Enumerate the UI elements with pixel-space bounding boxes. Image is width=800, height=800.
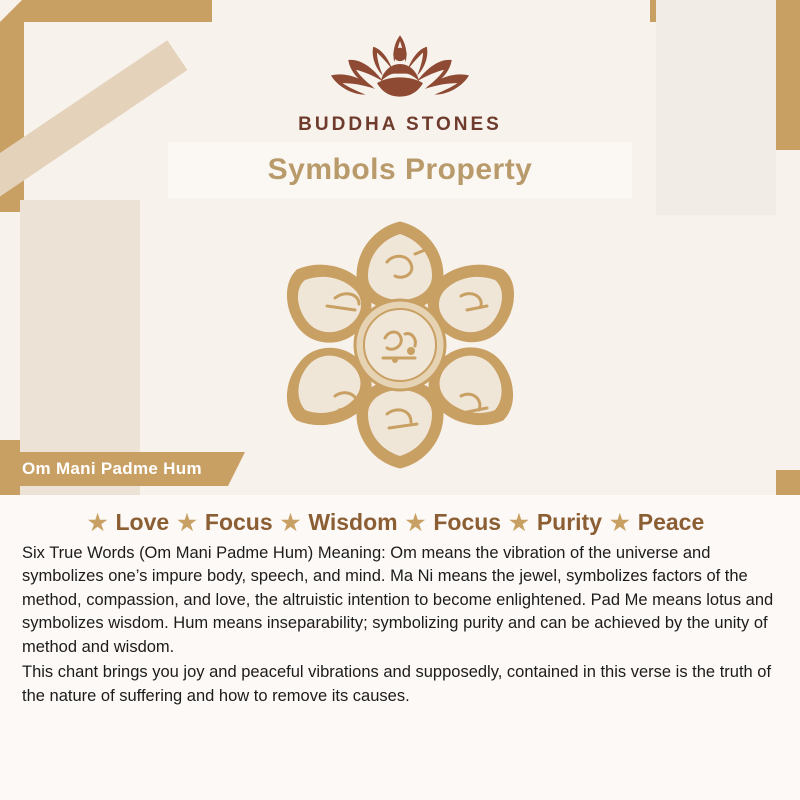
star-icon: ★ — [610, 509, 630, 535]
star-icon: ★ — [405, 509, 426, 535]
keyword-purity: Purity — [536, 509, 602, 535]
keyword-focus-2: Focus — [433, 509, 502, 535]
description-text — [22, 542, 778, 708]
brand-name: BUDDHA STONES — [298, 114, 502, 135]
page-title-text: Symbols Property — [267, 153, 533, 186]
description-panel — [0, 495, 800, 800]
keyword-focus-1: Focus — [204, 509, 273, 535]
lotus-meditation-figure-icon — [310, 18, 490, 110]
star-icon: ★ — [87, 509, 108, 535]
keyword-wisdom: Wisdom — [308, 509, 398, 535]
star-icon: ★ — [509, 509, 529, 535]
star-icon: ★ — [280, 509, 301, 535]
mandala-illustration — [0, 210, 800, 480]
page-title — [168, 142, 632, 198]
brand-logo — [0, 18, 800, 136]
description-paragraph-1: Six True Words (Om Mani Padme Hum) Meaning: Om means the vibration of the universe and symbolizes one’s impure body, speech, and mind. Ma Ni means the jewel, symbolizes factors of the method, compassion, and love, the altruistic intention to become enlightened. Pad Me means lotus and symbolizes wisdom. Hum means inseparability; symbolizing purity and can be achieved by the unity of method and wisdom. — [22, 544, 774, 656]
star-icon: ★ — [177, 509, 197, 535]
keyword-list — [0, 495, 800, 536]
om-mani-padme-hum-lotus-mandala-icon — [235, 210, 565, 480]
mantra-label-text: Om Mani Padme Hum — [22, 459, 202, 478]
description-paragraph-2: This chant brings you joy and peaceful vibrations and supposedly, contained in this verse is the truth of the nature of suffering and how to remove its causes. — [22, 663, 772, 705]
mantra-label-tab — [0, 452, 228, 486]
keyword-love: Love — [115, 509, 170, 535]
keyword-peace: Peace — [637, 509, 705, 535]
